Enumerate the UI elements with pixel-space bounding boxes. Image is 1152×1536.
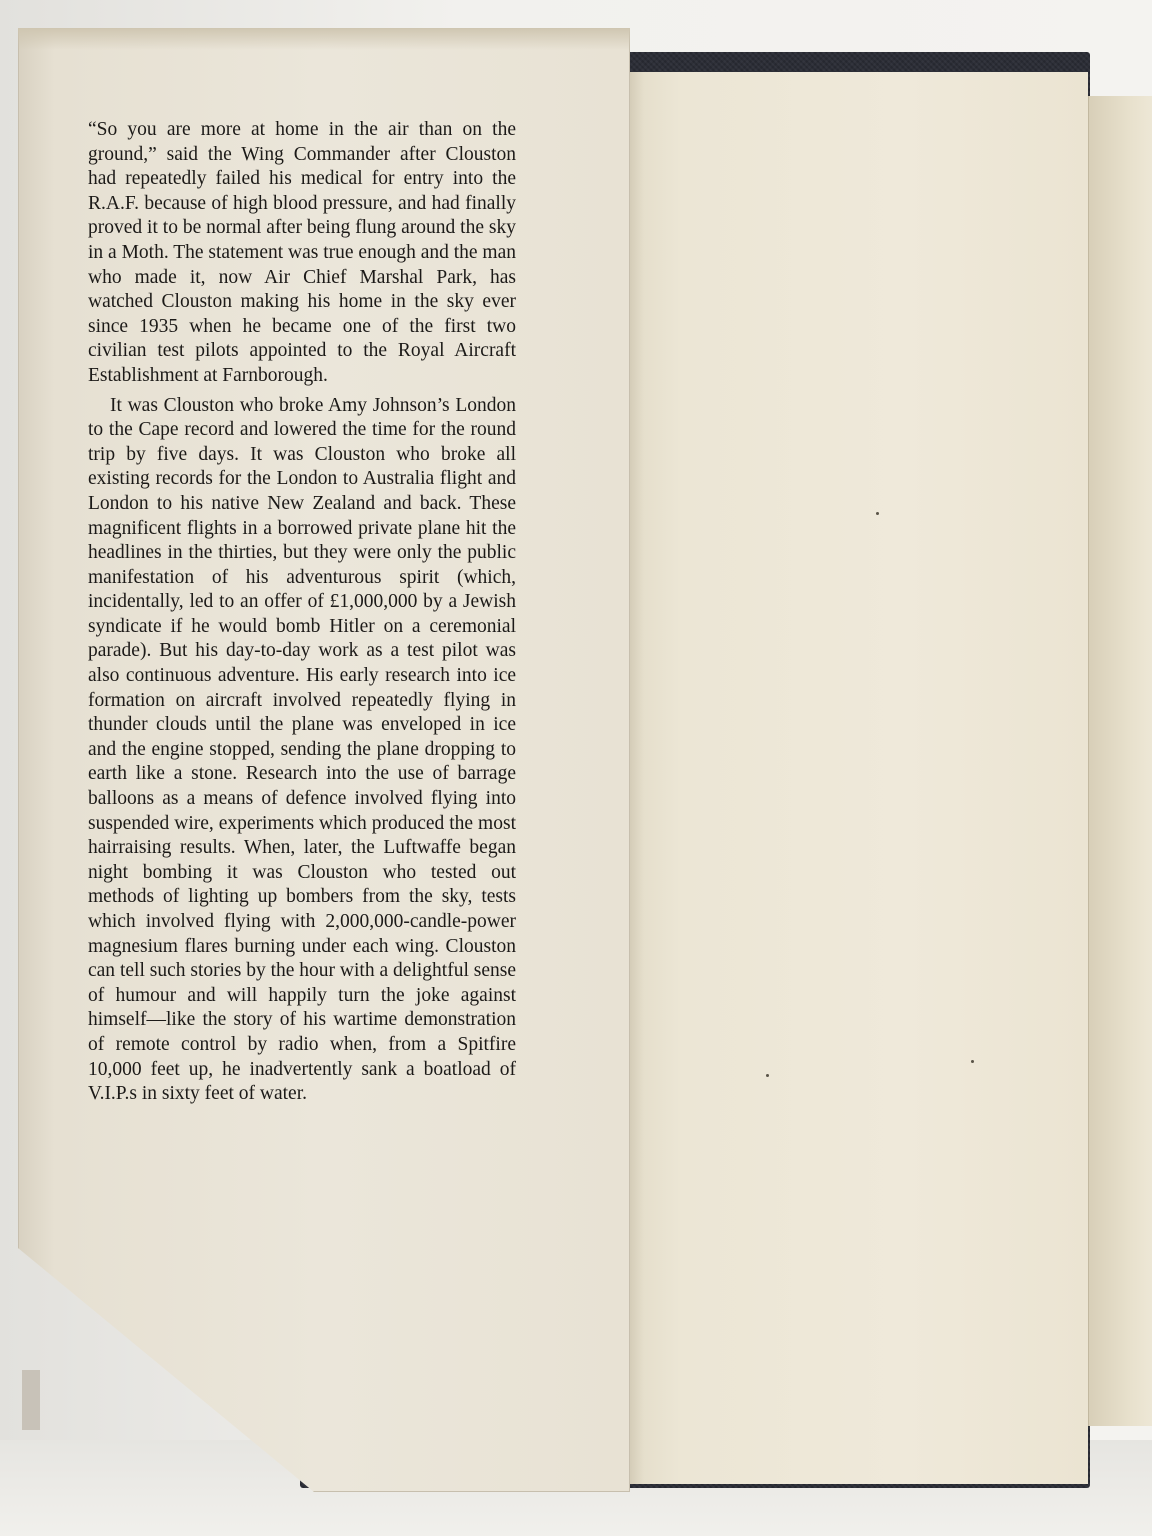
blurb-paragraph-2: It was Clouston who broke Amy Johnson’s London to the Cape record and lowered the time for the round trip by five days. It was Clouston who broke all existing records for the London to Australia flight and London to his native New Zealand and back. These magnificent flights in a borrowed private plane hit the headlines in the thirties, but they were only the public manifestation of his adventurous spirit (which, incidentally, led to an offer of £1,000,000 by a Jewish syndicate if he would bomb Hitler on a ceremonial parade). But his day-to-day work as a test pilot was also continuous adventure. His early research into ice formation on aircraft involved repeatedly flying in thunder clouds until the plane was enveloped in ice and the engine stopped, sending the plane dropping to earth like a stone. Research into the use of barrage balloons as a means of defence involved flying into suspended wire, experiments which produced the most hairraising results. When, later, the Luftwaffe began night bombing it was Clouston who tested out methods of lighting up bombers from the sky, tests which involved flying with 2,000,000-candle-power magnesium flares burning under each wing. Clouston can tell such stories by the hour with a delightful sense of humour and will happily turn the joke against himself—like the story of his wartime demonstration of remote control by radio when, from a Spitfire 10,000 feet up, he inadvertently sank a boatload of V.I.P.s in sixty feet of water. — [88, 394, 516, 1105]
back-flap-edge — [1088, 96, 1152, 1426]
paper-speck — [876, 512, 879, 515]
paper-speck — [766, 1074, 769, 1077]
paper-speck — [971, 1060, 974, 1063]
flap-blurb — [88, 118, 516, 1112]
blurb-paragraph-1: “So you are more at home in the air than on the ground,” said the Wing Commander after Clouston had repeatedly failed his medical for entry into the R.A.F. because of high blood pressure, and had finally proved it to be normal after being flung around the sky in a Moth. The statement was true enough and the man who made it, now Air Chief Marshal Park, has watched Clouston making his home in the sky ever since 1935 when he became one of the first two civilian test pilots appointed to the Royal Aircraft Establishment at Farnborough. — [88, 119, 516, 386]
endpaper — [626, 72, 1088, 1484]
flap-fold-edge — [18, 28, 630, 50]
tape-mark — [22, 1370, 40, 1430]
